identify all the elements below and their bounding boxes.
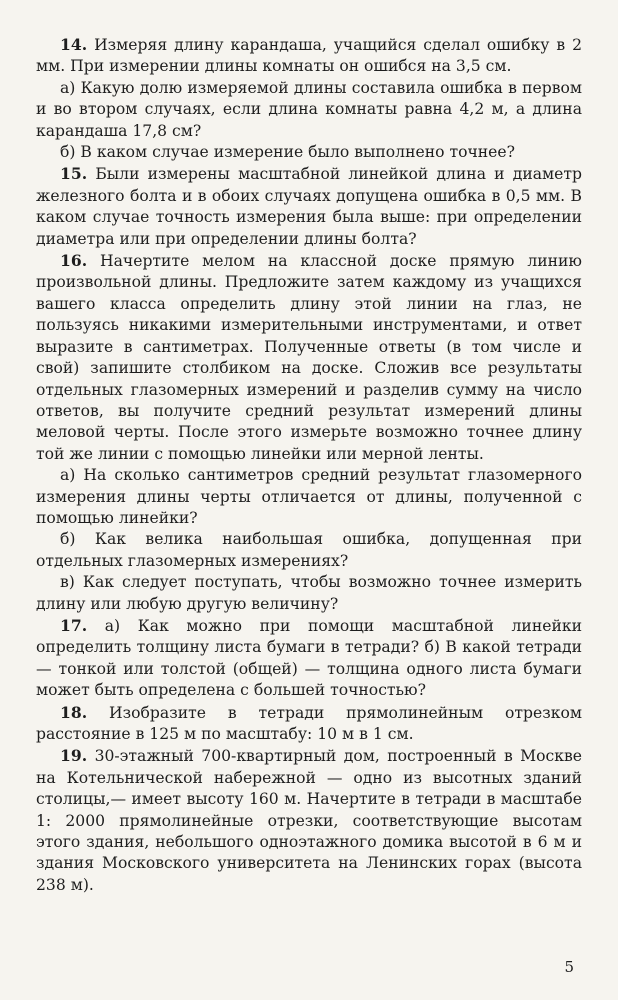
- problem-text: Были измерены масштабной линейкой длина и диаметр железного болта и в обоих случаях допущена ошибка в 0,5 мм. В каком случае точность измерения была выше: при определении диаметра или при определении длины болта?: [36, 165, 582, 248]
- problem-18: [36, 702, 582, 746]
- problem-part: а) Какую долю измеряемой длины составила ошибка в первом и во втором случаях, если длина комнаты равна 4,2 м, а длина карандаша 17,8 см?: [36, 78, 582, 140]
- problem-statement: [36, 250, 582, 465]
- problem-statement: [36, 615, 582, 702]
- problem-number: 17.: [60, 615, 88, 635]
- page-number: 5: [564, 958, 574, 976]
- problem-statement: [36, 163, 582, 250]
- problem-statement: [36, 745, 582, 896]
- problem-part: б) В каком случае измерение было выполнено точнее?: [60, 143, 515, 162]
- problem-list: [36, 34, 582, 896]
- problem-part: в) Как следует поступать, чтобы возможно точнее измерить длину или любую другую величину?: [36, 573, 582, 613]
- problem-number: 18.: [60, 702, 88, 722]
- problem-19: [36, 745, 582, 896]
- problem-number: 16.: [60, 251, 88, 271]
- problem-part: а) На сколько сантиметров средний результат глазомерного измерения длины черты отличается от длины, полученной с помощью линейки?: [36, 466, 582, 527]
- problem-14: [36, 34, 582, 163]
- problem-number: 19.: [60, 746, 88, 766]
- problem-text: Измеряя длину карандаша, учащийся сделал ошибку в 2 мм. При измерении длины комнаты он ошибся на 3,5 см.: [36, 36, 582, 76]
- problem-statement: [36, 702, 582, 746]
- problem-part: б) Как велика наибольшая ошибка, допущенная при отдельных глазомерных измерениях?: [36, 530, 582, 570]
- problem-16: [36, 250, 582, 615]
- problem-17: [36, 615, 582, 702]
- problem-text: Начертите мелом на классной доске прямую линию произвольной длины. Предложите затем каждому из учащихся вашего класса определить длину этой линии на глаз, не пользуясь никакими измерительными инструментами, и ответ выразите в сантиметрах. Полученные ответы (в том числе и свой) запишите столбиком на доске. Сложив все результаты отдельных глазомерных измерений и разделив сумму на число ответов, вы получите средний результат измерений длины меловой черты. После этого измерьте возможно точнее длину той же линии с помощью линейки или мерной ленты.: [36, 252, 582, 463]
- problem-text: а) Как можно при помощи масштабной линейки определить толщину листа бумаги в тетради? б) В какой тетради — тонкой или толстой (общей) — толщина одного листа бумаги может быть определена с большей точностью?: [36, 616, 582, 700]
- problem-number: 14.: [60, 35, 88, 54]
- problem-15: [36, 163, 582, 250]
- problem-number: 15.: [60, 164, 88, 184]
- problem-statement: [36, 34, 582, 78]
- problem-text: Изобразите в тетради прямолинейным отрезком расстояние в 125 м по масштабу: 10 м в 1 см.: [36, 703, 582, 743]
- problem-text: 30-этажный 700-квартирный дом, построенный в Москве на Котельнической набережной — одно из высотных зданий столицы,— имеет высоту 160 м. Начертите в тетради в масштабе 1: 2000 прямолинейные отрезки, соответствующие высотам этого здания, небольшого одноэтажного домика высотой в 6 м и здания Московского университета на Ленинских горах (высота 238 м).: [36, 747, 582, 894]
